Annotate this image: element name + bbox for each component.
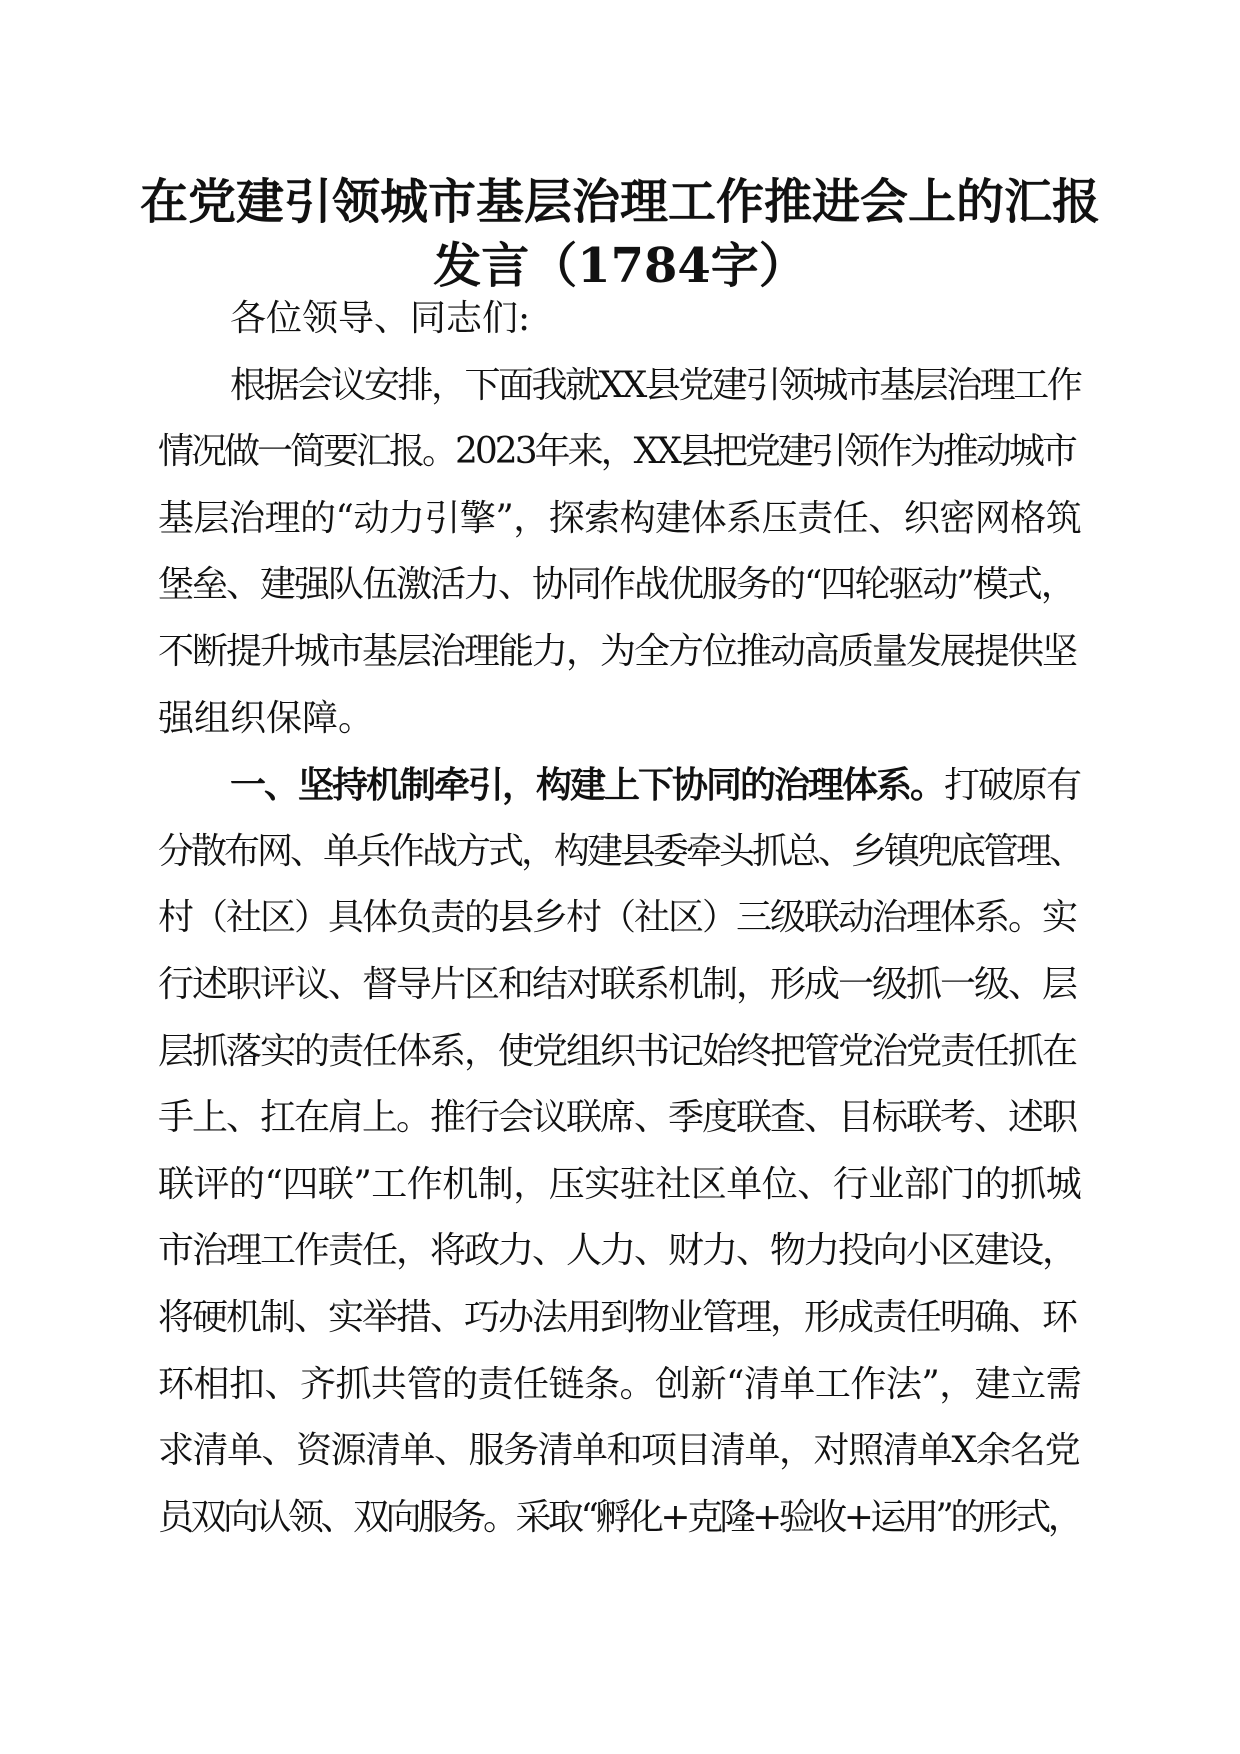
section-1-line: 环相扣、齐抓共管的责任链条。创新“清单工作法”，建立需 — [158, 1363, 1082, 1405]
intro-line: 不断提升城市基层治理能力，为全方位推动高质量发展提供坚 — [158, 630, 1077, 672]
intro-line: 根据会议安排，下面我就XX县党建引领城市基层治理工作 — [230, 364, 1081, 406]
section-1-first-tail: 打破原有 — [944, 765, 1081, 807]
intro-line: 情况做一简要汇报。2023年来，XX县把党建引领作为推动城市 — [158, 431, 1075, 473]
document-body — [158, 286, 1083, 1551]
title-line-1: 在党建引领城市基层治理工作推进会上的汇报 — [139, 174, 1100, 230]
section-1-line: 村（社区）具体负责的县乡村（社区）三级联动治理体系。实 — [158, 897, 1077, 939]
section-1-line: 求清单、资源清单、服务清单和项目清单，对照清单X余名党 — [158, 1430, 1080, 1472]
intro-line: 堡垒、建强队伍激活力、协同作战优服务的“四轮驱动”模式， — [158, 564, 1075, 606]
section-1-line: 手上、扛在肩上。推行会议联席、季度联查、目标联考、述职 — [158, 1097, 1077, 1139]
section-1-line: 层抓落实的责任体系，使党组织书记始终把管党治党责任抓在 — [158, 1030, 1077, 1072]
intro-line: 基层治理的“动力引擎”，探索构建体系压责任、织密网格筑 — [158, 497, 1082, 539]
title-line-2: 发言（1784字） — [433, 238, 807, 294]
section-1-line: 员双向认领、双向服务。采取“孵化+克隆+验收+运用”的形式， — [158, 1496, 1081, 1538]
salutation: 各位领导、同志们: — [230, 298, 531, 339]
section-1-heading: 一、坚持机制牵引，构建上下协同的治理体系。 — [230, 764, 945, 807]
section-1-line: 将硬机制、实举措、巧办法用到物业管理，形成责任明确、环 — [158, 1296, 1077, 1338]
section-1-line: 分散布网、单兵作战方式，构建县委牵头抓总、乡镇兜底管理、 — [158, 830, 1083, 872]
section-1-line: 行述职评议、督导片区和结对联系机制，形成一级抓一级、层 — [158, 963, 1077, 1005]
section-1-first-line — [158, 752, 1083, 819]
section-1-line: 市治理工作责任，将政力、人力、财力、物力投向小区建设， — [158, 1230, 1077, 1272]
intro-line: 强组织保障。 — [158, 697, 375, 739]
section-1-line: 联评的“四联”工作机制，压实驻社区单位、行业部门的抓城 — [158, 1163, 1082, 1205]
document-title — [120, 170, 1120, 298]
